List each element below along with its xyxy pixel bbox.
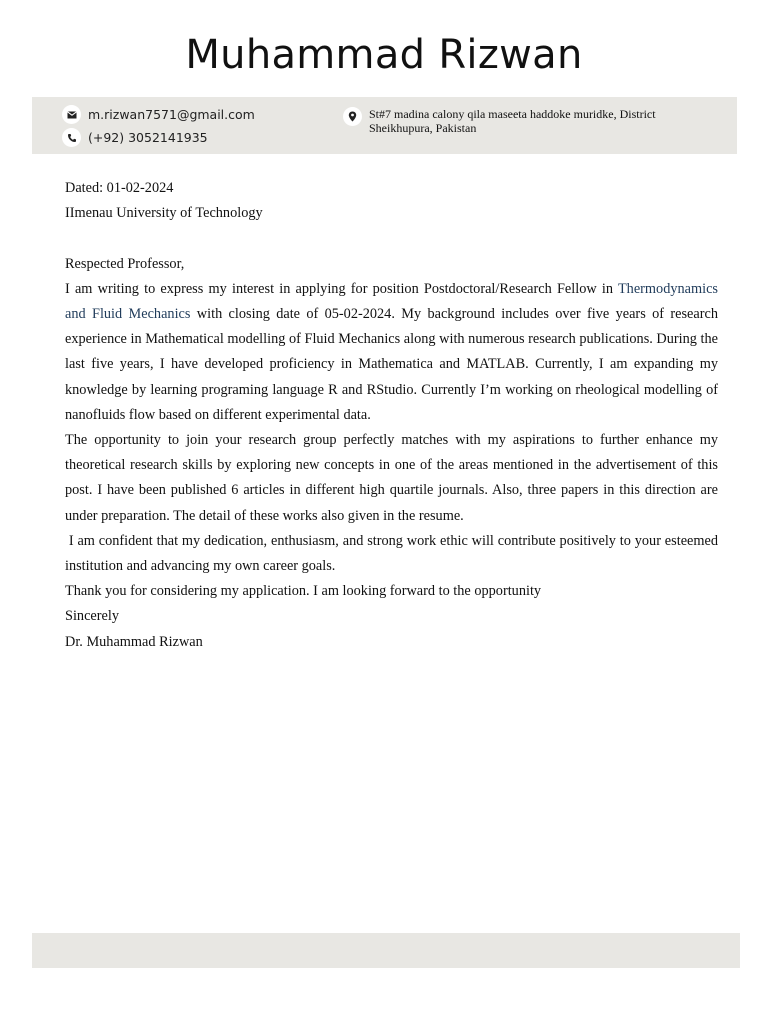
phone-icon	[62, 128, 81, 147]
address-text: St#7 madina calony qila maseeta haddoke muridke, District Sheikhupura, Pakistan	[369, 107, 656, 135]
envelope-icon	[62, 105, 81, 124]
location-pin-icon	[343, 107, 362, 126]
contact-bar	[32, 97, 737, 154]
footer-bar	[32, 933, 740, 968]
email-text[interactable]: m.rizwan7571@gmail.com	[88, 107, 255, 122]
signature: Dr. Muhammad Rizwan	[65, 633, 203, 650]
date-line: Dated: 01-02-2024	[65, 180, 174, 196]
letter-body	[65, 176, 722, 655]
paragraph-2: The opportunity to join your research group perfectly matches with my aspirations to further enhance my theoretical research skills by exploring new concepts in one of the areas mentioned in the advertisement of this post. I have been published 6 articles in different high quartile journals. Also, three papers in this direction are under preparation. The detail of these works also given in the resume.	[65, 432, 718, 524]
salutation: Respected Professor,	[65, 255, 185, 272]
phone-text: (+92) 3052141935	[88, 130, 208, 145]
email-row	[62, 105, 255, 124]
paragraph-1	[65, 277, 718, 428]
paragraph-4: Thank you for considering my application. I am looking forward to the opportunity	[65, 583, 542, 600]
university-line: IImenau University of Technology	[65, 205, 263, 222]
position-field-link[interactable]: Thermodynamics and Fluid Mechanics	[65, 280, 718, 322]
paragraph-1-rest: with closing date of 05-02-2024. My background includes over five years of research experience in Mathematical modelling of Fluid Mechanics along with numerous research publications. During the last five years, I have developed proficiency in Mathematica and MATLAB. Currently, I am expanding my knowledge by learning programing language R and RStudio. Currently I’m working on rheological modelling of nanofluids flow based on different experimental data.	[65, 306, 718, 423]
closing: Sincerely	[65, 608, 119, 625]
applicant-name: Muhammad Rizwan	[185, 32, 583, 78]
address-icon-wrap	[343, 107, 362, 126]
paragraph-3: I am confident that my dedication, enthusiasm, and strong work ethic will contribute positively to your esteemed institution and advancing my own career goals.	[65, 532, 722, 575]
spacer	[65, 226, 718, 251]
phone-row	[62, 128, 208, 147]
paragraph-1-start: I am writing to express my interest in applying for position Postdoctoral/Research Fellow in	[65, 280, 618, 297]
